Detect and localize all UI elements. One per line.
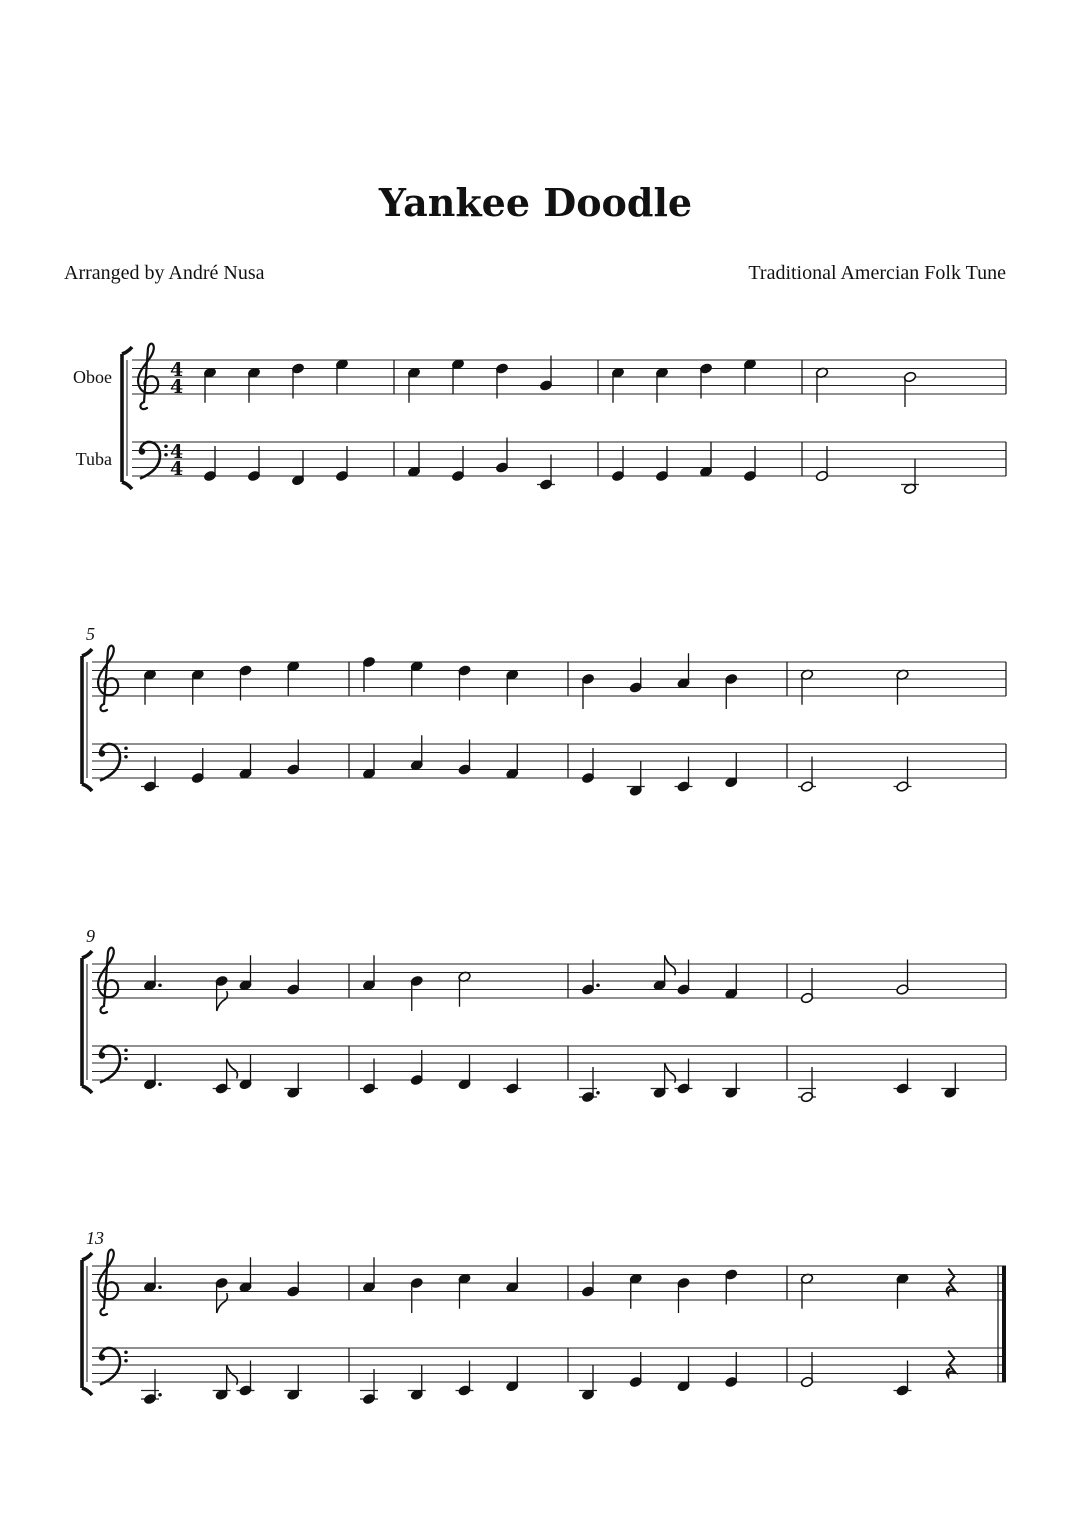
augmentation-dot [158, 1393, 162, 1397]
note-flag [217, 1293, 228, 1313]
note [611, 446, 624, 482]
note [191, 748, 204, 784]
bass-clef-icon [139, 442, 168, 479]
note [725, 1269, 738, 1305]
note [291, 450, 304, 486]
augmentation-dot [596, 983, 600, 987]
note [458, 740, 471, 776]
composer-credit: Traditional Amercian Folk Tune [748, 262, 1006, 284]
note [407, 442, 420, 478]
tuba-staff [92, 1348, 1006, 1382]
note [815, 367, 828, 403]
note [458, 1054, 471, 1090]
note [725, 752, 738, 788]
time-signature-numerator: 4 [170, 359, 184, 381]
note [896, 1273, 909, 1309]
note [894, 757, 912, 793]
oboe-staff [92, 662, 1006, 696]
tuba-staff [132, 442, 1006, 476]
note [901, 459, 919, 495]
note [579, 1067, 600, 1103]
note [408, 1365, 426, 1401]
note [143, 669, 156, 705]
note [410, 660, 423, 696]
note [335, 446, 348, 482]
note [495, 438, 508, 474]
tuba-staff [92, 744, 1006, 778]
note [362, 1257, 375, 1293]
time-signature-numerator: 4 [170, 441, 184, 463]
note [537, 455, 555, 491]
note [247, 367, 260, 403]
note [410, 1277, 423, 1313]
note [362, 955, 375, 991]
augmentation-dot [158, 1285, 162, 1289]
note [677, 653, 690, 689]
note [362, 744, 375, 780]
note [237, 1361, 255, 1397]
note [410, 735, 423, 771]
note [743, 358, 756, 394]
note [677, 1277, 690, 1313]
note [407, 367, 420, 403]
note [143, 955, 161, 991]
bass-clef-icon [99, 1046, 128, 1083]
note [725, 673, 738, 709]
note [506, 1257, 519, 1293]
note [655, 446, 668, 482]
note [287, 660, 300, 696]
instrument-name-oboe: Oboe [73, 367, 112, 387]
note [362, 656, 375, 692]
note [360, 1059, 378, 1095]
note [239, 744, 252, 780]
note [451, 446, 464, 482]
bass-clef-icon [99, 1348, 128, 1385]
note [506, 1356, 519, 1392]
note [410, 1050, 423, 1086]
note [215, 975, 228, 1011]
note [239, 665, 252, 701]
note [335, 358, 348, 394]
note [675, 1059, 693, 1095]
treble-clef-icon [138, 344, 158, 409]
note-flag [227, 1059, 238, 1079]
note [894, 1361, 912, 1397]
note [581, 748, 594, 784]
note [743, 446, 756, 482]
final-barline-thick [1002, 1266, 1006, 1382]
note [903, 371, 916, 407]
note [800, 1352, 813, 1388]
note [651, 1063, 676, 1099]
note [239, 1257, 252, 1293]
note [798, 1067, 816, 1103]
note [800, 968, 813, 1004]
bass-clef-icon [99, 744, 128, 781]
note [141, 1369, 162, 1405]
note [581, 673, 594, 709]
note [629, 658, 642, 694]
note [458, 1273, 471, 1309]
note [798, 757, 816, 793]
treble-clef-icon [98, 948, 118, 1013]
note [894, 1059, 912, 1095]
note [141, 757, 159, 793]
note [655, 367, 668, 403]
note [495, 363, 508, 399]
note [675, 757, 693, 793]
note [247, 446, 260, 482]
note [458, 665, 471, 701]
note [722, 1063, 740, 1099]
augmentation-dot [158, 1082, 162, 1086]
note [677, 960, 690, 996]
note [143, 1257, 161, 1293]
note [503, 1059, 521, 1095]
note [203, 367, 216, 403]
oboe-staff [132, 360, 1006, 394]
note [143, 1054, 161, 1090]
note [725, 964, 738, 1000]
note [627, 761, 645, 797]
note [284, 1365, 302, 1401]
note [213, 1059, 238, 1095]
augmentation-dot [596, 1091, 600, 1095]
note [579, 1365, 597, 1401]
time-signature-denominator: 4 [170, 376, 184, 398]
time-signature-denominator: 4 [170, 458, 184, 480]
note [291, 363, 304, 399]
treble-clef-icon [98, 646, 118, 711]
quarter-rest-icon [947, 1269, 956, 1295]
arranger-credit: Arranged by André Nusa [64, 262, 265, 284]
note [191, 669, 204, 705]
note [215, 1277, 228, 1313]
note [287, 740, 300, 776]
note [896, 960, 909, 996]
measure-number: 9 [86, 926, 95, 946]
note [800, 1273, 813, 1309]
quarter-rest-icon [947, 1351, 956, 1377]
note [653, 955, 675, 991]
note [410, 975, 423, 1011]
note [629, 1273, 642, 1309]
augmentation-dot [158, 983, 162, 987]
score-title: Yankee Doodle [378, 180, 693, 225]
note [284, 1063, 302, 1099]
note [941, 1063, 959, 1099]
note [699, 363, 712, 399]
note [287, 960, 300, 996]
note [611, 367, 624, 403]
note [699, 442, 712, 478]
note [203, 446, 216, 482]
note [725, 1352, 738, 1388]
note [287, 1262, 300, 1298]
note [360, 1369, 378, 1405]
treble-clef-icon [98, 1250, 118, 1315]
note [677, 1356, 690, 1392]
note [815, 446, 828, 482]
measure-number: 5 [86, 624, 95, 644]
note [800, 669, 813, 705]
note [506, 744, 519, 780]
oboe-staff [92, 1266, 1006, 1300]
note [506, 669, 519, 705]
note [451, 358, 464, 394]
note [539, 356, 552, 392]
note [456, 1361, 474, 1397]
measure-number: 13 [86, 1228, 104, 1248]
note [239, 955, 252, 991]
note-flag [217, 991, 228, 1011]
note [629, 1352, 642, 1388]
note [896, 669, 909, 705]
instrument-name-tuba: Tuba [75, 449, 112, 469]
oboe-staff [92, 964, 1006, 998]
note [213, 1365, 238, 1401]
note [581, 1262, 594, 1298]
note [239, 1054, 252, 1090]
note [458, 971, 471, 1007]
